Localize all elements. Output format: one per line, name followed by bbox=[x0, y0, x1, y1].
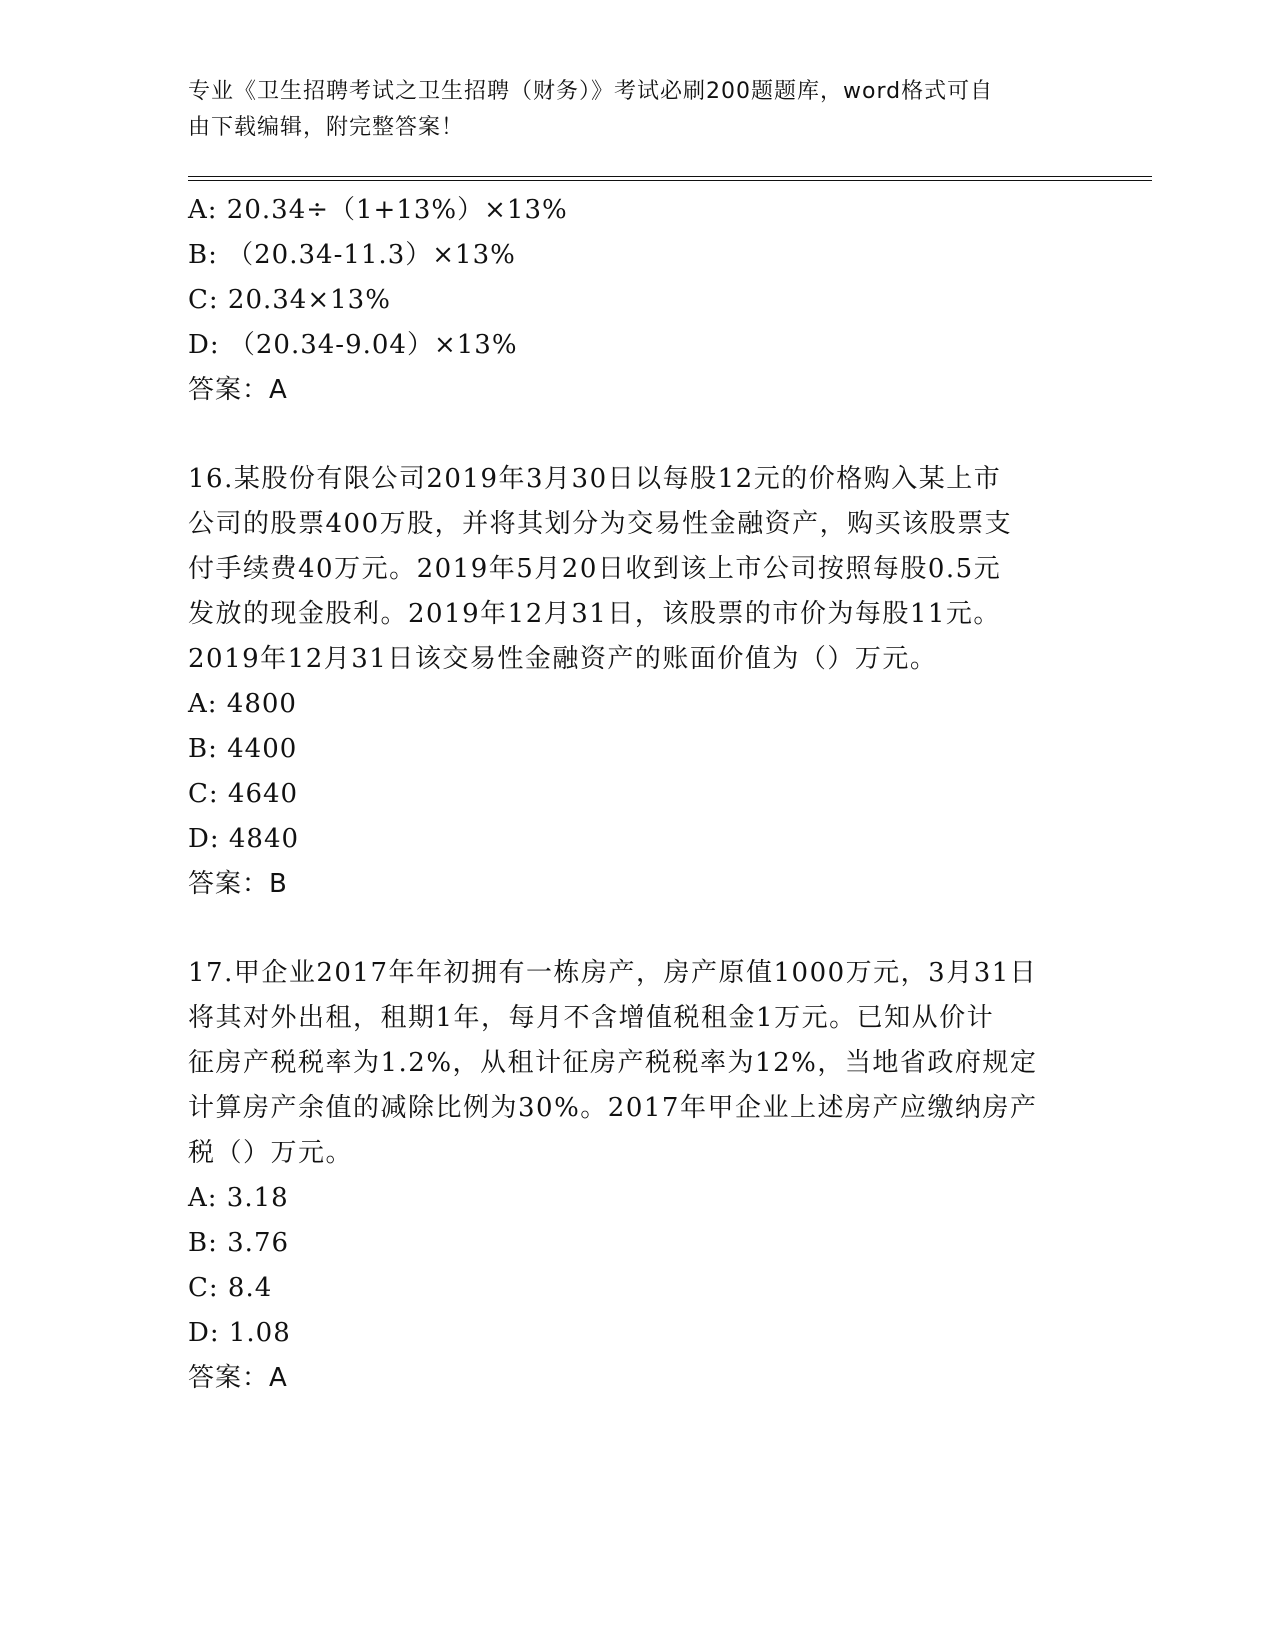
q16-answer: 答案：B bbox=[188, 869, 288, 899]
q17-stem-line-1: 17.甲企业2017年年初拥有一栋房产，房产原值1000万元，3月31日 bbox=[188, 958, 1038, 988]
q16-stem-line-5: 2019年12月31日该交易性金融资产的账面价值为（）万元。 bbox=[188, 644, 938, 674]
q15-option-a: A: 20.34÷（1+13%）×13% bbox=[188, 195, 568, 225]
q17-option-a: A: 3.18 bbox=[188, 1183, 289, 1213]
q17-option-b: B: 3.76 bbox=[188, 1228, 290, 1258]
q15-option-b: B: （20.34-11.3）×13% bbox=[188, 240, 516, 270]
q15-option-d: D: （20.34-9.04）×13% bbox=[188, 330, 518, 360]
q16-stem-line-3: 付手续费40万元。2019年5月20日收到该上市公司按照每股0.5元 bbox=[188, 554, 1002, 584]
document-header bbox=[188, 74, 1068, 146]
q17-answer: 答案：A bbox=[188, 1363, 288, 1393]
q17-stem-line-4: 计算房产余值的减除比例为30%。2017年甲企业上述房产应缴纳房产 bbox=[188, 1093, 1038, 1123]
q17-stem-line-2: 将其对外出租，租期1年，每月不含增值税租金1万元。已知从价计 bbox=[188, 1003, 995, 1033]
header-line-2: 由下载编辑，附完整答案！ bbox=[188, 115, 465, 140]
q15-answer: 答案：A bbox=[188, 375, 288, 405]
q17-stem-line-5: 税（）万元。 bbox=[188, 1138, 354, 1168]
q16-stem-line-2: 公司的股票400万股，并将其划分为交易性金融资产，购买该股票支 bbox=[188, 509, 1013, 539]
q16-option-b: B: 4400 bbox=[188, 734, 298, 764]
q17-stem-line-3: 征房产税税率为1.2%，从租计征房产税税率为12%，当地省政府规定 bbox=[188, 1048, 1038, 1078]
header-divider-bottom bbox=[188, 180, 1152, 181]
q16-stem-line-1: 16.某股份有限公司2019年3月30日以每股12元的价格购入某上市 bbox=[188, 464, 1002, 494]
q17-option-d: D: 1.08 bbox=[188, 1318, 291, 1348]
q17-option-c: C: 8.4 bbox=[188, 1273, 273, 1303]
q16-stem-line-4: 发放的现金股利。2019年12月31日，该股票的市价为每股11元。 bbox=[188, 599, 1001, 629]
header-line-1: 专业《卫生招聘考试之卫生招聘（财务）》考试必刷200题题库，word格式可自 bbox=[188, 79, 994, 104]
q16-option-c: C: 4640 bbox=[188, 779, 299, 809]
q16-option-a: A: 4800 bbox=[188, 689, 297, 719]
q15-option-c: C: 20.34×13% bbox=[188, 285, 391, 315]
q16-option-d: D: 4840 bbox=[188, 824, 300, 854]
header-divider-top bbox=[188, 176, 1152, 177]
